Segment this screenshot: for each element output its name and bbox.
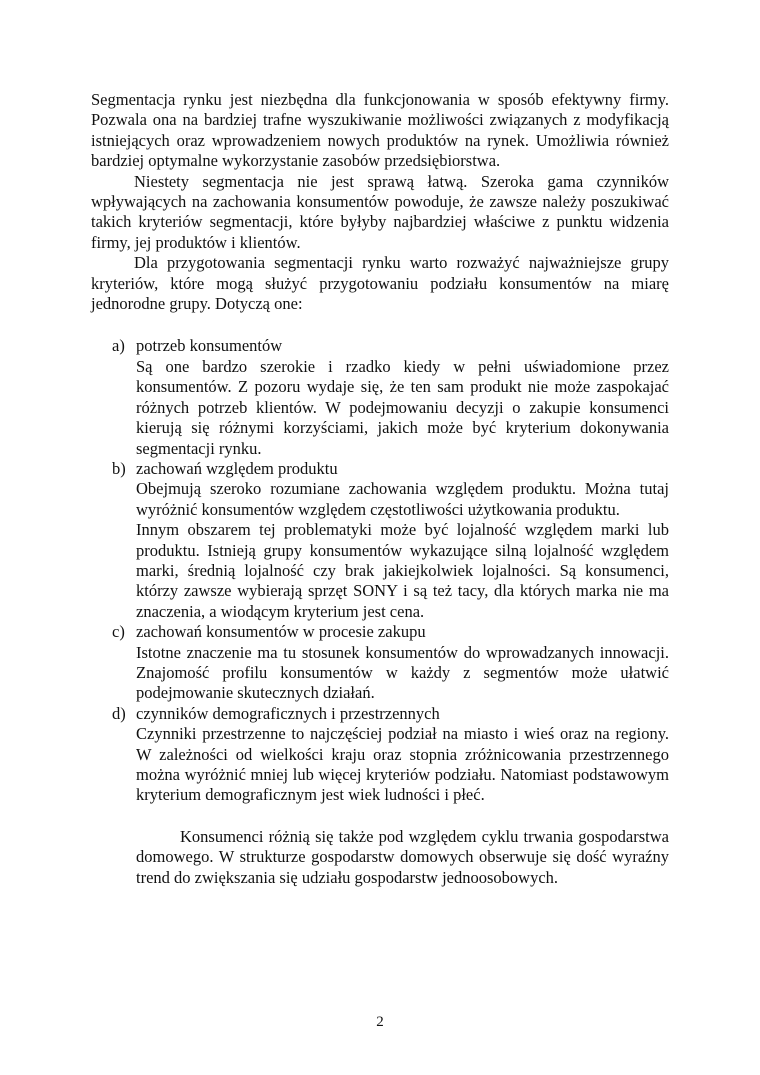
list-item-title: potrzeb konsumentów xyxy=(136,336,283,356)
list-marker: b) xyxy=(112,458,126,478)
paragraph-criteria-groups: Dla przygotowania segmentacji rynku warto rozważyć najważniejsze grupy kryteriów, które mogą służyć przygotowaniu podziału konsumentów na miarę jednorodne grupy. Dotyczą one: xyxy=(91,253,669,314)
list-item xyxy=(91,622,669,704)
list-item-text: Obejmują szeroko rozumiane zachowania względem produktu. Można tutaj wyróżnić konsumentów względem częstotliwości użytkowania produktu. xyxy=(136,479,669,519)
list-marker: d) xyxy=(112,703,126,723)
list-marker: a) xyxy=(112,336,125,356)
document-page xyxy=(91,90,669,888)
list-item xyxy=(91,336,669,458)
list-item-text: Czynniki przestrzenne to najczęściej podział na miasto i wieś oraz na regiony. W zależności od wielkości kraju oraz stopnia zróżnicowania przestrzennego można wyróżnić mniej lub więcej kryteriów podziału. Natomiast podstawowym kryterium demograficznym jest wiek ludności i płeć. xyxy=(136,724,669,805)
page-number: 2 xyxy=(376,1014,384,1030)
criteria-list xyxy=(91,336,669,805)
list-item-title: zachowań względem produktu xyxy=(136,458,338,478)
paragraph-difficulty: Niestety segmentacja nie jest sprawą łatwą. Szeroka gama czynników wpływających na zachowania konsumentów powoduje, że zawsze należy poszukiwać takich kryteriów segmentacji, które byłyby najbardziej właściwe z punktu widzenia firmy, jej produktów i klientów. xyxy=(91,171,669,252)
closing-section xyxy=(91,827,669,888)
list-item-text: Innym obszarem tej problematyki może być lojalność względem marki lub produktu. Istnieją grupy konsumentów wykazujące silną lojalność względem marki, średnią lojalność czy brak jakiejkolwiek lojalności. Są konsumenci, którzy zawsze wybierają sprzęt SONY i są też tacy, dla których marka nie ma znaczenia, a wiodącym kryterium jest cena. xyxy=(136,520,669,621)
paragraph-intro: Segmentacja rynku jest niezbędna dla funkcjonowania w sposób efektywny firmy. Pozwala ona na bardziej trafne wyszukiwanie możliwości związanych z modyfikacją istniejących oraz wprowadzeniem nowych produktów na rynek. Umożliwia również bardziej optymalne wykorzystanie zasobów przedsiębiorstwa. xyxy=(91,90,669,171)
list-item-title: czynników demograficznych i przestrzennych xyxy=(136,703,440,723)
paragraph-closing: Konsumenci różnią się także pod względem cyklu trwania gospodarstwa domowego. W strukturze gospodarstw domowych obserwuje się dość wyraźny trend do zwiększania się udziału gospodarstw jednoosobowych. xyxy=(136,826,669,887)
list-item-text: Są one bardzo szerokie i rzadko kiedy w pełni uświadomione przez konsumentów. Z pozoru wydaje się, że ten sam produkt nie może zaspokajać różnych potrzeb klientów. W podejmowaniu decyzji o zakupie konsumenci kierują się różnymi korzyściami, jakich może być kryterium dokonywania segmentacji rynku. xyxy=(136,356,669,458)
list-item xyxy=(91,459,669,622)
list-item xyxy=(91,704,669,806)
list-marker: c) xyxy=(112,622,125,642)
list-item-title: zachowań konsumentów w procesie zakupu xyxy=(136,622,426,642)
list-item-text: Istotne znaczenie ma tu stosunek konsumentów do wprowadzanych innowacji. Znajomość profilu konsumentów w każdy z segmentów może ułatwić podejmowanie skutecznych działań. xyxy=(136,642,669,703)
